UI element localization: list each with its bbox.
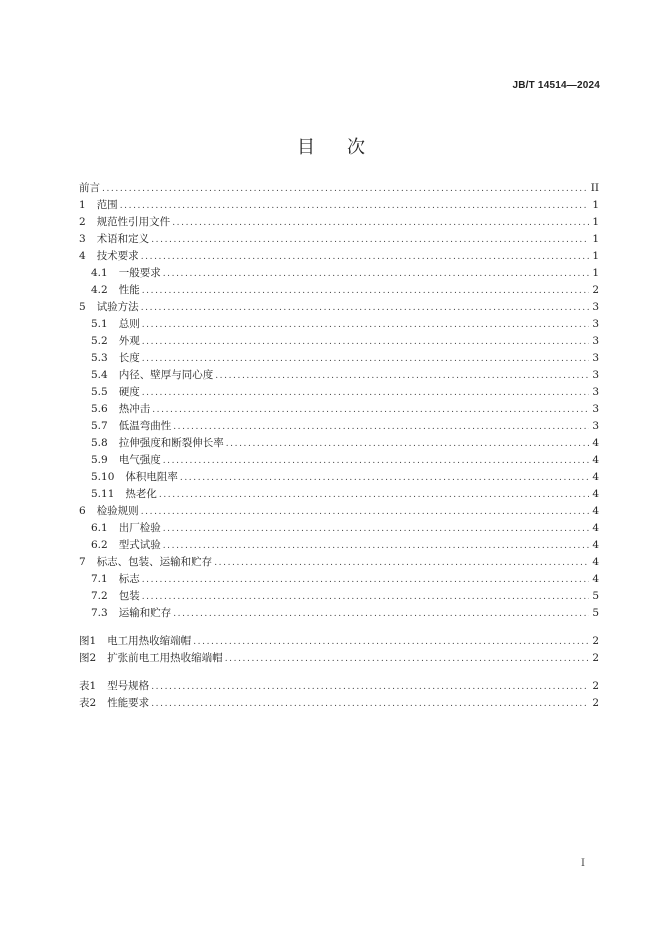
- toc-entry-label: 电气强度: [118, 454, 161, 466]
- toc-entry[interactable]: [79, 197, 599, 214]
- toc-main-list: [79, 180, 599, 622]
- toc-entry[interactable]: [79, 231, 599, 248]
- toc-leader-dots: [173, 419, 589, 436]
- toc-entry-number: 5.7: [91, 420, 108, 432]
- toc-entry-number: 3: [79, 233, 86, 245]
- toc-entry-number: 5.6: [91, 403, 108, 415]
- toc-entry-page: 1: [592, 216, 599, 228]
- toc-leader-dots: [173, 606, 589, 623]
- toc-entry-label: 运输和贮存: [118, 607, 172, 619]
- toc-entry-label: 电工用热收缩端帽: [107, 635, 192, 647]
- toc-entry-page: 1: [592, 250, 599, 262]
- toc-leader-dots: [142, 589, 589, 606]
- toc-leader-dots: [142, 385, 589, 402]
- toc-leader-dots: [151, 232, 589, 249]
- toc-entry-label: 内径、壁厚与同心度: [118, 369, 214, 381]
- toc-entry-label: 热老化: [125, 488, 157, 500]
- toc-entry[interactable]: [79, 248, 599, 265]
- toc-entry-number: 5.10: [91, 471, 115, 483]
- toc-entry[interactable]: [79, 537, 599, 554]
- toc-entry-page: 3: [592, 369, 599, 381]
- toc-entry-label: 拉伸强度和断裂伸长率: [118, 437, 224, 449]
- toc-entry[interactable]: [79, 452, 599, 469]
- toc-entry-number: 7.3: [91, 607, 108, 619]
- toc-table-list: [79, 678, 599, 712]
- toc-entry-label: 型式试验: [118, 539, 161, 551]
- table-of-contents: [79, 180, 599, 712]
- toc-entry-label: 性能要求: [107, 697, 150, 709]
- toc-entry-page: 4: [592, 556, 599, 568]
- toc-entry-page: 5: [592, 607, 599, 619]
- toc-leader-dots: [163, 453, 589, 470]
- toc-leader-dots: [141, 300, 589, 317]
- toc-entry-page: 1: [592, 199, 599, 211]
- toc-entry-label: 试验方法: [96, 301, 139, 313]
- toc-leader-dots: [141, 249, 589, 266]
- toc-entry-page: 4: [592, 573, 599, 585]
- toc-entry-label: 性能: [118, 284, 140, 296]
- toc-leader-dots: [151, 679, 589, 696]
- toc-entry-page: 4: [592, 505, 599, 517]
- toc-entry-number: 7.2: [91, 590, 108, 602]
- toc-entry-label: 标志: [118, 573, 140, 585]
- toc-leader-dots: [163, 266, 589, 283]
- section-gap: [79, 622, 599, 633]
- toc-entry-number: 4.2: [91, 284, 108, 296]
- toc-entry-label: 术语和定义: [96, 233, 150, 245]
- toc-leader-dots: [225, 651, 589, 668]
- toc-entry-page: 2: [592, 652, 599, 664]
- toc-entry[interactable]: [79, 282, 599, 299]
- toc-entry[interactable]: [79, 605, 599, 622]
- toc-entry-number: 5: [79, 301, 86, 313]
- toc-entry-label: 长度: [118, 352, 140, 364]
- toc-entry-number: 5.4: [91, 369, 108, 381]
- toc-entry-number: 5.9: [91, 454, 108, 466]
- toc-entry[interactable]: [79, 265, 599, 282]
- toc-leader-dots: [226, 436, 589, 453]
- toc-entry-page: 3: [592, 335, 599, 347]
- standard-code: JB/T 14514—2024: [512, 80, 600, 91]
- toc-entry-page: 2: [592, 284, 599, 296]
- figure-entry[interactable]: [79, 650, 599, 667]
- toc-leader-dots: [193, 634, 589, 651]
- toc-leader-dots: [142, 317, 589, 334]
- toc-entry[interactable]: [79, 384, 599, 401]
- toc-entry[interactable]: [79, 214, 599, 231]
- toc-entry-number: 5.8: [91, 437, 108, 449]
- toc-entry[interactable]: [79, 316, 599, 333]
- toc-entry[interactable]: [79, 180, 599, 197]
- toc-leader-dots: [215, 368, 589, 385]
- toc-leader-dots: [142, 283, 589, 300]
- toc-entry-page: 1: [592, 267, 599, 279]
- toc-entry-label: 扩张前电工用热收缩端帽: [107, 652, 223, 664]
- toc-leader-dots: [214, 555, 589, 572]
- toc-leader-dots: [180, 470, 589, 487]
- toc-entry-page: 3: [592, 420, 599, 432]
- toc-entry-number: 5.2: [91, 335, 108, 347]
- toc-entry-number: 1: [79, 199, 86, 211]
- toc-entry-label: 检验规则: [96, 505, 139, 517]
- toc-entry-label: 型号规格: [107, 680, 150, 692]
- toc-entry-number: 6: [79, 505, 86, 517]
- toc-entry-page: 3: [592, 403, 599, 415]
- toc-entry-number: 4: [79, 250, 86, 262]
- toc-entry-label: 范围: [96, 199, 118, 211]
- page-number: I: [581, 858, 585, 869]
- toc-entry-number: 7: [79, 556, 86, 568]
- toc-entry-page: 4: [592, 471, 599, 483]
- toc-entry-number: 6.1: [91, 522, 108, 534]
- toc-entry-page: 5: [592, 590, 599, 602]
- toc-leader-dots: [142, 572, 589, 589]
- toc-entry-label: 一般要求: [118, 267, 161, 279]
- toc-leader-dots: [142, 334, 589, 351]
- toc-entry[interactable]: [79, 401, 599, 418]
- toc-leader-dots: [172, 215, 589, 232]
- toc-entry[interactable]: [79, 435, 599, 452]
- toc-entry[interactable]: [79, 350, 599, 367]
- toc-entry-page: 3: [592, 386, 599, 398]
- table-entry[interactable]: [79, 695, 599, 712]
- toc-entry[interactable]: [79, 367, 599, 384]
- toc-entry-number: 图2: [79, 652, 97, 664]
- toc-entry-number: 5.5: [91, 386, 108, 398]
- toc-entry-page: 3: [592, 352, 599, 364]
- toc-leader-dots: [120, 198, 589, 215]
- toc-entry[interactable]: [79, 571, 599, 588]
- toc-entry-label: 前言: [79, 182, 100, 194]
- toc-entry-number: 表2: [79, 697, 97, 709]
- toc-entry[interactable]: [79, 520, 599, 537]
- toc-entry-page: 4: [592, 454, 599, 466]
- toc-entry-label: 规范性引用文件: [96, 216, 171, 228]
- toc-entry-number: 4.1: [91, 267, 108, 279]
- toc-entry[interactable]: [79, 469, 599, 486]
- figure-entry[interactable]: [79, 633, 599, 650]
- toc-entry-label: 包装: [118, 590, 140, 602]
- toc-entry-number: 2: [79, 216, 86, 228]
- section-gap: [79, 667, 599, 678]
- toc-leader-dots: [159, 487, 589, 504]
- toc-entry-page: II: [590, 182, 599, 194]
- toc-entry-page: 4: [592, 522, 599, 534]
- toc-leader-dots: [141, 504, 589, 521]
- toc-entry-label: 低温弯曲性: [118, 420, 172, 432]
- toc-entry-page: 3: [592, 301, 599, 313]
- toc-figure-list: [79, 633, 599, 667]
- toc-entry-page: 3: [592, 318, 599, 330]
- toc-entry-number: 7.1: [91, 573, 108, 585]
- toc-entry-number: 5.11: [91, 488, 115, 500]
- toc-entry-label: 体积电阻率: [125, 471, 178, 483]
- toc-leader-dots: [163, 521, 589, 538]
- toc-entry[interactable]: [79, 333, 599, 350]
- toc-entry-page: 2: [592, 697, 599, 709]
- page-title: 目次: [297, 137, 397, 158]
- toc-entry[interactable]: [79, 554, 599, 571]
- toc-leader-dots: [102, 181, 589, 198]
- toc-entry-page: 2: [592, 680, 599, 692]
- toc-entry-number: 表1: [79, 680, 97, 692]
- toc-entry-label: 技术要求: [96, 250, 139, 262]
- toc-entry-label: 出厂检验: [118, 522, 161, 534]
- toc-leader-dots: [163, 538, 589, 555]
- toc-entry-number: 5.1: [91, 318, 108, 330]
- toc-entry-number: 图1: [79, 635, 97, 647]
- toc-entry-label: 硬度: [118, 386, 140, 398]
- toc-entry-number: 6.2: [91, 539, 108, 551]
- toc-entry-label: 标志、包装、运输和贮存: [96, 556, 213, 568]
- toc-entry-page: 4: [592, 437, 599, 449]
- table-entry[interactable]: [79, 678, 599, 695]
- toc-entry-page: 4: [592, 488, 599, 500]
- toc-entry[interactable]: [79, 418, 599, 435]
- toc-entry-label: 总则: [118, 318, 140, 330]
- toc-entry[interactable]: [79, 503, 599, 520]
- toc-entry-label: 外观: [118, 335, 140, 347]
- toc-entry-number: 5.3: [91, 352, 108, 364]
- toc-entry-page: 4: [592, 539, 599, 551]
- toc-entry-page: 2: [592, 635, 599, 647]
- toc-entry[interactable]: [79, 299, 599, 316]
- toc-entry[interactable]: [79, 486, 599, 503]
- toc-entry[interactable]: [79, 588, 599, 605]
- toc-entry-label: 热冲击: [118, 403, 151, 415]
- toc-entry-page: 1: [592, 233, 599, 245]
- toc-leader-dots: [151, 696, 589, 713]
- toc-leader-dots: [142, 351, 589, 368]
- toc-leader-dots: [152, 402, 589, 419]
